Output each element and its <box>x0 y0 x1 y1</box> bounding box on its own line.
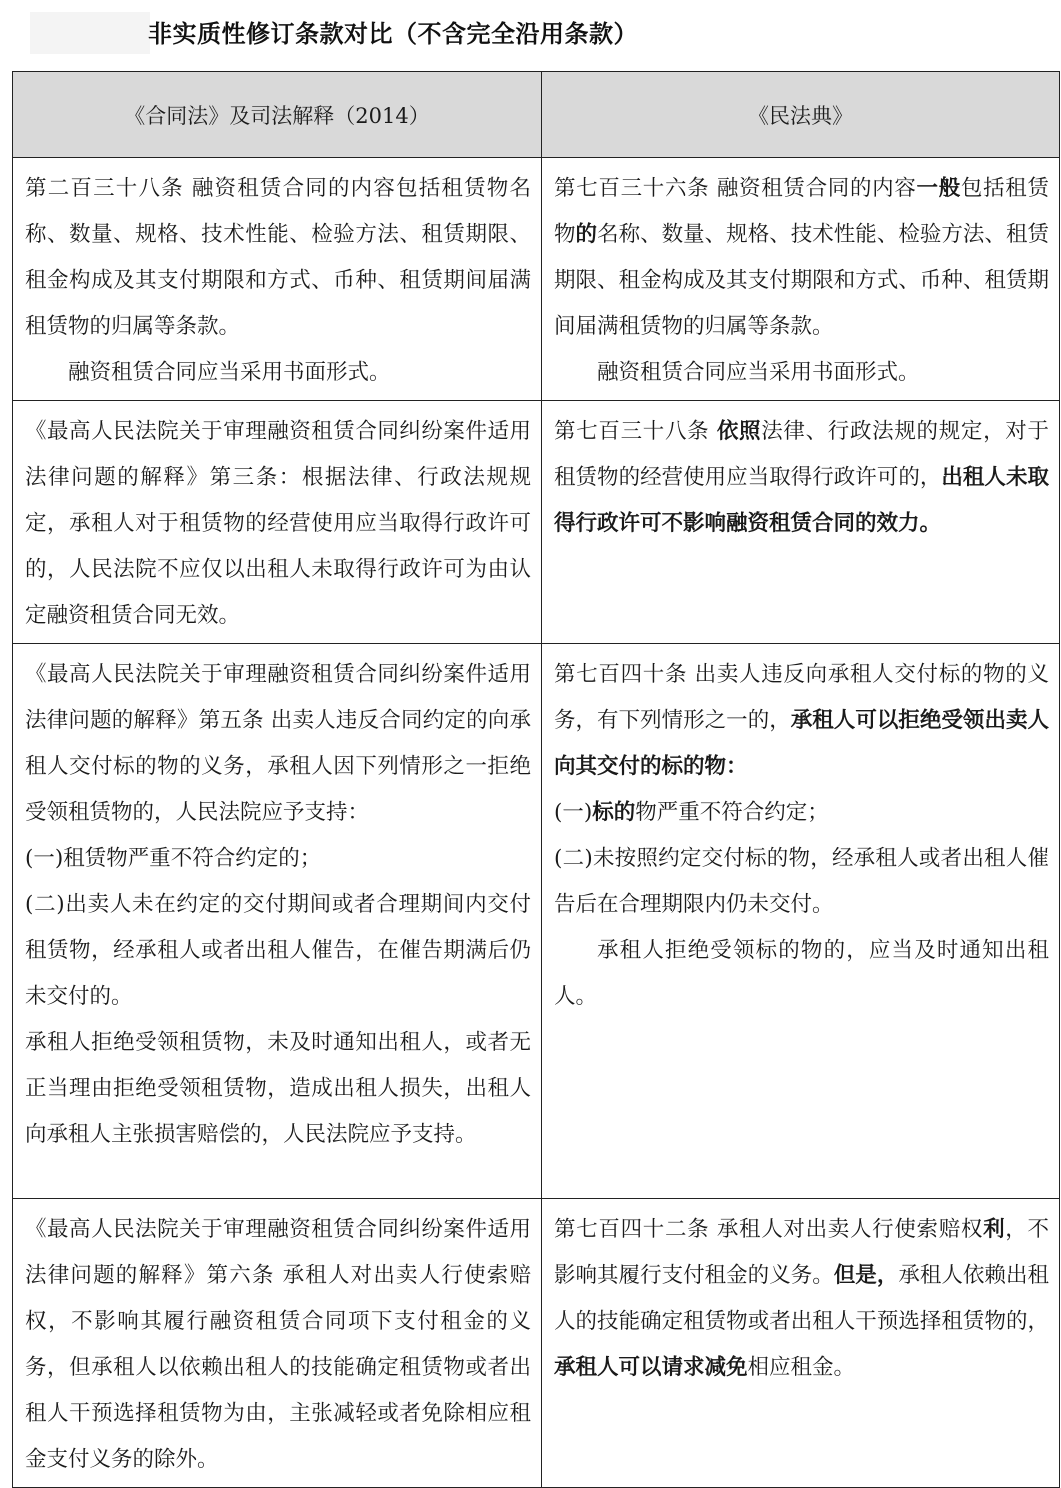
highlighted-change: 出租人未取得行政许可不影响融资租赁合同的效力。 <box>554 465 1049 536</box>
provision-text: 第七百三十八条 依照法律、行政法规的规定，对于租赁物的经营使用应当取得行政许可的，出租人未取得行政许可不影响融资租赁合同的效力。 <box>554 419 1049 536</box>
provision-text: 《最高人民法院关于审理融资租赁合同纠纷案件适用法律问题的解释》第三条：根据法律、行政法规规定，承租人对于租赁物的经营使用应当取得行政许可的，人民法院不应仅以出租人未取得行政许可为由认定融资租赁合同无效。 <box>25 419 531 628</box>
new-provision-cell <box>542 158 1060 401</box>
highlighted-change: 但是， <box>833 1263 899 1288</box>
highlighted-change: 依照 <box>716 419 762 444</box>
table-row <box>13 644 1060 1199</box>
provision-text: 承租人拒绝受领标的物的，应当及时通知出租人。 <box>554 938 1049 1009</box>
highlighted-change: 标的 <box>592 800 636 825</box>
highlighted-change: 一般 <box>916 176 961 201</box>
old-provision-cell <box>13 401 542 644</box>
old-provision-cell <box>13 158 542 401</box>
highlighted-change: 承租人可以请求减免 <box>554 1355 748 1380</box>
provision-text: 融资租赁合同应当采用书面形式。 <box>597 360 920 385</box>
provision-text: 《最高人民法院关于审理融资租赁合同纠纷案件适用法律问题的解释》第六条 承租人对出卖人行使索赔权，不影响其履行融资租赁合同项下支付租金的义务，但承租人以依赖出租人的技能确定租赁物或者出租人干预选择租赁物为由，主张减轻或者免除相应租金支付义务的除外。 <box>25 1217 531 1472</box>
provision-text: (一)租赁物严重不符合约定的； <box>25 846 322 871</box>
old-provision-cell <box>13 644 542 1199</box>
new-provision-cell <box>542 1199 1060 1488</box>
provision-text: 第七百三十六条 融资租赁合同的内容一般包括租赁物的名称、数量、规格、技术性能、检验方法、租赁期限、租金构成及其支付期限和方式、币种、租赁期间届满租赁物的归属等条款。 <box>554 176 1049 339</box>
header-civil-code: 《民法典》 <box>542 72 1060 158</box>
provision-text: 第二百三十八条 融资租赁合同的内容包括租赁物名称、数量、规格、技术性能、检验方法、租赁期限、租金构成及其支付期限和方式、币种、租赁期间届满租赁物的归属等条款。 <box>25 176 531 339</box>
old-provision-cell <box>13 1199 542 1488</box>
highlighted-change: 利 <box>983 1217 1006 1242</box>
provision-text: (二)出卖人未在约定的交付期间或者合理期间内交付租赁物，经承租人或者出租人催告，在催告期满后仍未交付的。 <box>25 892 531 1009</box>
provision-text: 《最高人民法院关于审理融资租赁合同纠纷案件适用法律问题的解释》第五条 出卖人违反合同约定的向承租人交付标的物的义务，承租人因下列情形之一拒绝受领租赁物的，人民法院应予支持： <box>25 662 531 825</box>
header-contract-law: 《合同法》及司法解释（2014） <box>13 72 542 158</box>
title-background <box>30 12 150 54</box>
highlighted-change: 承租人可以拒绝受领出卖人向其交付的标的物： <box>554 708 1049 779</box>
new-provision-cell <box>542 401 1060 644</box>
highlighted-change: 的 <box>575 222 598 247</box>
table-header-row <box>13 72 1060 158</box>
provision-text: (一)标的物严重不符合约定； <box>554 800 829 825</box>
provision-text: 融资租赁合同应当采用书面形式。 <box>68 360 391 385</box>
page-title: 非实质性修订条款对比（不含完全沿用条款） <box>148 20 638 48</box>
provision-text: 承租人拒绝受领租赁物，未及时通知出租人，或者无正当理由拒绝受领租赁物，造成出租人损失，出租人向承租人主张损害赔偿的，人民法院应予支持。 <box>25 1030 531 1147</box>
provision-text: 第七百四十二条 承租人对出卖人行使索赔权利，不影响其履行支付租金的义务。但是，承租人依赖出租人的技能确定租赁物或者出租人干预选择租赁物的，承租人可以请求减免相应租金。 <box>554 1217 1049 1380</box>
table-row <box>13 1199 1060 1488</box>
table-row <box>13 401 1060 644</box>
new-provision-cell <box>542 644 1060 1199</box>
comparison-table <box>12 71 1060 1488</box>
table-row <box>13 158 1060 401</box>
provision-text: (二)未按照约定交付标的物，经承租人或者出租人催告后在合理期限内仍未交付。 <box>554 846 1049 917</box>
provision-text: 第七百四十条 出卖人违反向承租人交付标的物的义务，有下列情形之一的，承租人可以拒绝受领出卖人向其交付的标的物： <box>554 662 1049 779</box>
